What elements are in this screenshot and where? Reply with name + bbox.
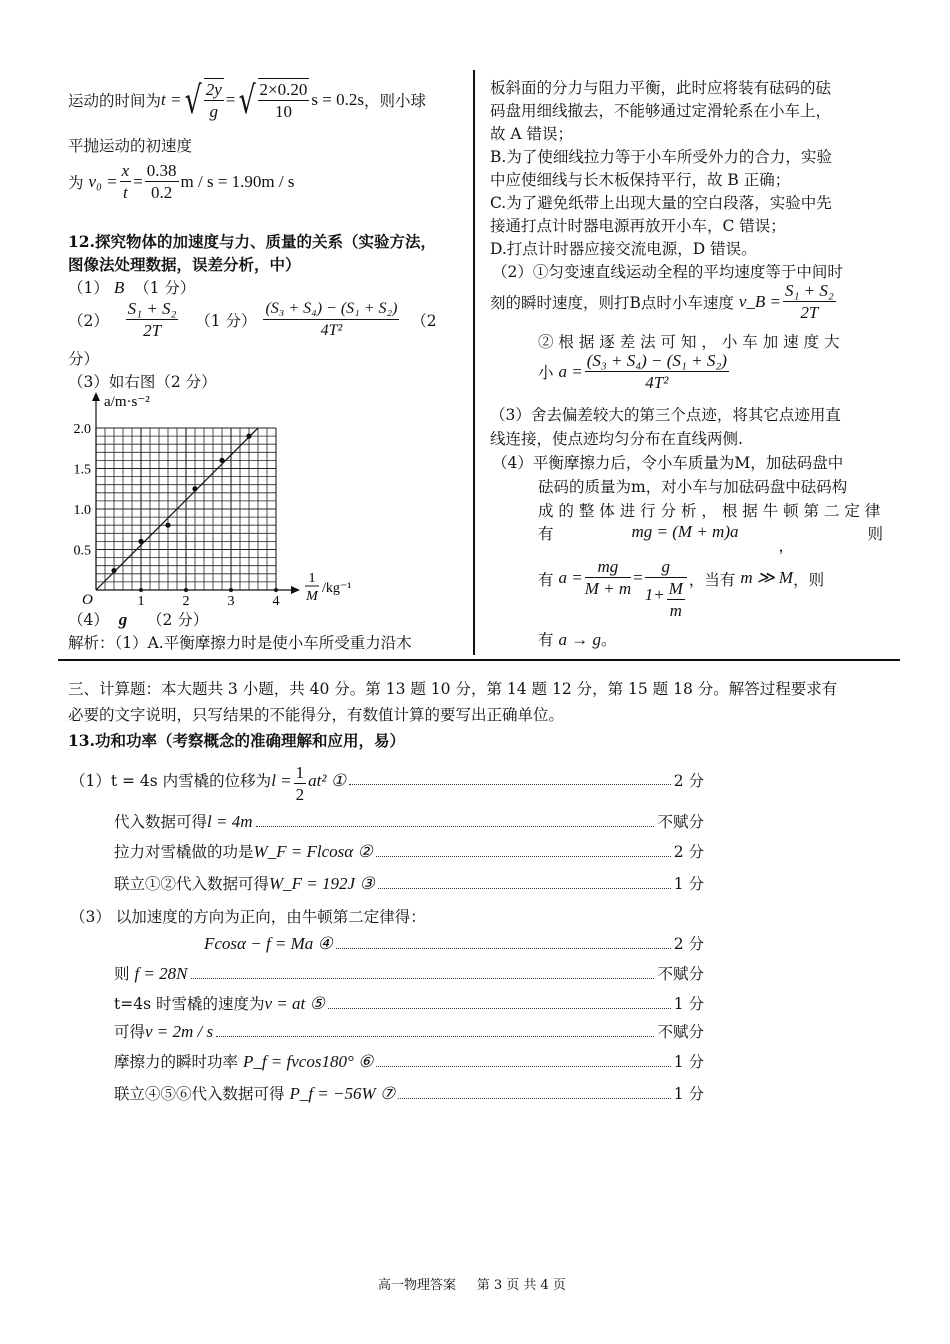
section-intro-cont: 必要的文字说明，只写结果的不能得分，有数值计算的要写出正确单位。 — [68, 706, 565, 724]
solution-line — [70, 905, 704, 927]
y-tick-label: 1.5 — [73, 462, 91, 478]
text-line: 码盘用细线撤去，不能够通过定滑轮系在小车上， — [490, 102, 832, 120]
denominator: 0.2 — [151, 183, 173, 202]
denominator: m — [669, 601, 682, 620]
vb-formula-line — [490, 280, 838, 323]
text: ，则 — [793, 571, 825, 589]
math: v_B = — [738, 291, 781, 311]
x-tick-label: 4 — [272, 594, 280, 608]
math: W_F = 192J ③ — [269, 874, 375, 893]
x-tick-label: 1 — [137, 594, 145, 608]
score: 1 分 — [673, 995, 704, 1013]
velocity-formula-line — [68, 160, 295, 203]
text-line: 砝码的质量为m，对小车与加砝码盘中砝码构 — [538, 478, 848, 496]
numerator: x — [121, 161, 130, 180]
solution-line — [70, 840, 704, 862]
answer-4 — [68, 608, 208, 630]
data-point — [111, 568, 116, 573]
numerator: 2×0.20 — [259, 80, 308, 99]
section-divider — [58, 659, 900, 661]
score: 1 分 — [673, 875, 704, 893]
fraction — [585, 350, 729, 393]
math: a → g — [558, 630, 601, 649]
x-tick-mark — [184, 588, 188, 592]
text-line: D.打点计时器应接交流电源，D 错误。 — [490, 240, 757, 258]
a-formula-line — [538, 350, 731, 393]
math: l = 4m — [207, 812, 253, 831]
numerator: (S₃ + S₄) − (S₁ + S₂) — [586, 351, 727, 370]
dotted-leader — [216, 1036, 654, 1037]
numerator: 1 — [295, 763, 305, 782]
analysis-text: 解析：（1）A.平衡摩擦力时是使小车所受重力沿木 — [68, 634, 412, 652]
math: Fcosα − f = Ma ④ — [204, 934, 333, 953]
math: P_f = −56W ⑦ — [289, 1084, 396, 1103]
label: （1） — [68, 279, 109, 297]
math: s = 0.2s — [311, 90, 364, 109]
solution-line — [70, 932, 704, 954]
math: a = — [558, 361, 583, 381]
numerator: g — [645, 556, 687, 578]
label: （4） — [68, 611, 109, 629]
denominator: 2T — [143, 321, 162, 340]
dotted-leader — [398, 1098, 671, 1099]
math: l = — [271, 771, 292, 790]
text: t=4s 时雪橇的速度为 — [114, 995, 265, 1013]
text: 有 — [538, 571, 554, 589]
text: 拉力对雪橇做的功是 — [114, 843, 254, 861]
solution-line — [70, 1050, 704, 1072]
solution-line — [70, 992, 704, 1014]
score: 不赋分 — [657, 965, 704, 983]
label: （2） — [68, 311, 109, 330]
dotted-leader — [336, 948, 671, 949]
sqrt-expression: √ $\frac{2\times 0.20}{10}$ — [238, 78, 308, 122]
y-axis-arrow-icon — [92, 392, 100, 401]
solution-line — [70, 810, 704, 832]
dotted-leader — [191, 978, 655, 979]
score: （1 分） — [195, 311, 257, 330]
denominator: g — [209, 102, 218, 121]
text-line: 接通打点计时器电源再放开小车，C 错误； — [490, 217, 786, 235]
question-12-title-cont: 图像法处理数据，误差分析，中） — [68, 255, 301, 274]
data-point — [165, 523, 170, 528]
text-line: （2）①匀变速直线运动全程的平均速度等于中间时 — [492, 263, 843, 281]
math: m / s = 1.90m / s — [180, 171, 295, 191]
grid — [96, 428, 276, 590]
text: （1）t = 4s 内雪橇的位移为 — [70, 772, 272, 790]
a-result-line — [538, 556, 824, 621]
dotted-leader — [328, 1008, 671, 1009]
math: v = at ⑤ — [264, 994, 325, 1013]
newton-formula-line — [538, 522, 883, 556]
text: 则 — [867, 525, 883, 543]
x-tick-label: 2 — [182, 594, 190, 608]
a-limit-line — [538, 628, 616, 650]
fraction — [294, 762, 307, 805]
dotted-leader — [256, 826, 655, 827]
text: ， — [778, 537, 795, 555]
score: 1 分 — [673, 1053, 704, 1071]
text: 有 — [538, 525, 554, 543]
y-tick-label: 2.0 — [73, 422, 91, 437]
math: = — [633, 568, 643, 587]
solution-line — [70, 1020, 704, 1042]
denominator: 4T² — [645, 373, 669, 392]
data-point — [138, 539, 143, 544]
solution-line — [70, 872, 704, 894]
footer-title: 高一物理答案 — [378, 1278, 457, 1293]
section-intro: 三、计算题：本大题共 3 小题，共 40 分。第 13 题 10 分，第 14 题 12 分，第 15 题 18 分。解答过程要求有 — [68, 680, 838, 698]
solution-line — [70, 762, 704, 805]
math: mg = (M + m)a — [631, 522, 739, 541]
text-line: ② 根 据 逐 差 法 可 知 ， 小 车 加 速 度 大 — [538, 333, 840, 351]
text: 摩擦力的瞬时功率 — [114, 1053, 239, 1071]
page-number: 第 3 页 共 4 页 — [476, 1278, 566, 1293]
score: 2 分 — [673, 935, 704, 953]
answer: B — [113, 278, 125, 297]
x-tick-label: 3 — [227, 594, 235, 608]
text-line: 平抛运动的初速度 — [68, 137, 193, 155]
text-line: 板斜面的分力与阻力平衡，此时应将装有砝码的砝 — [490, 79, 832, 97]
denominator: 10 — [274, 102, 292, 121]
score: 2 分 — [673, 843, 704, 861]
math: = — [133, 171, 143, 191]
text: 联立①②代入数据可得 — [114, 875, 270, 893]
denominator: M + m — [584, 579, 632, 598]
fraction — [645, 556, 687, 621]
x-tick-mark — [274, 588, 278, 592]
question-12-title: 12.探究物体的加速度与力、质量的关系（实验方法， — [68, 232, 436, 251]
score: 不赋分 — [657, 1023, 704, 1041]
dotted-leader — [378, 888, 671, 889]
fraction — [263, 298, 399, 341]
dotted-leader — [376, 1066, 670, 1067]
text: ，则小球 — [363, 92, 426, 110]
numerator: S₁ + S₂ — [785, 281, 834, 300]
y-tick-label: 0.5 — [73, 543, 91, 559]
math: v = 2m / s — [145, 1022, 214, 1041]
answer-2 — [68, 298, 437, 341]
x-tick-mark — [139, 588, 143, 592]
fraction — [585, 556, 631, 599]
y-axis-label: a/m·s⁻² — [104, 394, 150, 410]
answer-1 — [68, 276, 195, 298]
page-footer — [378, 1274, 566, 1293]
question-13-title: 13.功和功率（考察概念的准确理解和应用，易） — [68, 731, 405, 750]
fraction — [145, 160, 179, 203]
text-line: 线连接，使点迹均匀分布在直线两侧. — [490, 430, 743, 448]
text-line: 中应使细线与长木板保持平行，故 B 正确； — [490, 171, 791, 189]
denominator: 2 — [295, 785, 305, 804]
numerator: M — [668, 579, 683, 598]
column-divider — [473, 70, 475, 655]
text: 刻的瞬时速度，则打B点时小车速度 — [490, 293, 734, 312]
data-point — [219, 458, 224, 463]
dotted-leader — [349, 784, 671, 785]
text: 可得 — [114, 1023, 146, 1041]
text: 联立④⑤⑥代入数据可得 — [114, 1085, 285, 1103]
x-axis-unit: /kg⁻¹ — [322, 581, 352, 596]
origin-label: O — [82, 592, 93, 608]
math: t = — [161, 90, 182, 109]
x-axis-label-den: M — [306, 589, 318, 604]
score: （2 — [411, 311, 437, 330]
text: 则 — [114, 965, 130, 983]
data-point — [192, 486, 197, 491]
x-axis-arrow-icon — [291, 586, 300, 594]
text: 小 — [538, 363, 554, 382]
x-tick-mark — [229, 588, 233, 592]
solution-line — [70, 1082, 704, 1104]
math: at² ① — [308, 771, 346, 790]
math: W_F = Flcosα ② — [253, 842, 373, 861]
text-line: （3）舍去偏差较大的第三个点迹，将其它点迹用直 — [490, 406, 841, 424]
numerator: mg — [585, 556, 631, 578]
text: （3） 以加速度的方向为正向，由牛顿第二定律得： — [70, 908, 426, 926]
acceleration-graph — [60, 390, 470, 608]
score: （2 分） — [146, 611, 209, 629]
score: 2 分 — [673, 772, 704, 790]
text-line: 故 A 错误； — [490, 125, 574, 143]
math: P_f = fvcos180° ⑥ — [242, 1052, 374, 1071]
math: v₀ = — [88, 171, 118, 191]
score-cont: 分） — [68, 350, 100, 368]
score: 1 分 — [673, 1085, 704, 1103]
time-formula-line — [68, 78, 426, 122]
text: 有 — [538, 631, 554, 649]
solution-line — [70, 962, 704, 984]
fraction — [126, 298, 179, 341]
math: m ≫ M — [740, 568, 794, 587]
text-line: （4）平衡摩擦力后，令小车质量为M，加砝码盘中 — [492, 454, 844, 472]
text: 。 — [600, 631, 617, 649]
numerator: S₁ + S₂ — [127, 299, 177, 318]
numerator: (S₃ + S₄) − (S₁ + S₂) — [263, 298, 399, 320]
score: （1 分） — [134, 279, 196, 297]
text: ，当有 — [688, 571, 736, 589]
x-axis-label-num: 1 — [308, 571, 316, 586]
text-line: 成 的 整 体 进 行 分 析 ， 根 据 牛 顿 第 二 定 律 — [538, 502, 881, 520]
denominator: t — [123, 183, 128, 202]
math: f = 28N — [134, 964, 188, 983]
math: = — [225, 90, 236, 109]
math: a = — [558, 568, 583, 587]
y-tick-label: 1.0 — [73, 503, 91, 518]
answer-3: （3）如右图（2 分） — [68, 373, 217, 391]
fraction — [783, 280, 836, 323]
data-point — [246, 434, 251, 439]
numerator: 2y — [205, 80, 222, 99]
score: 不赋分 — [657, 813, 704, 831]
text-line: C.为了避免纸带上出现大量的空白段落，实验中先 — [490, 194, 832, 212]
denominator: 4T² — [320, 322, 343, 339]
sqrt-expression: √ $\frac{2y}{g}$ — [185, 78, 222, 122]
answer: g — [118, 610, 128, 629]
text-line: B.为了使细线拉力等于小车所受外力的合力，实验 — [490, 148, 832, 166]
text: 运动的时间为 — [68, 92, 162, 110]
text: 为 — [68, 173, 84, 192]
denominator-prefix: 1+ — [644, 585, 665, 604]
text: 代入数据可得 — [114, 813, 208, 831]
denominator: 2T — [800, 303, 819, 322]
numerator: 0.38 — [146, 161, 177, 180]
dotted-leader — [376, 856, 671, 857]
fraction — [120, 160, 132, 203]
